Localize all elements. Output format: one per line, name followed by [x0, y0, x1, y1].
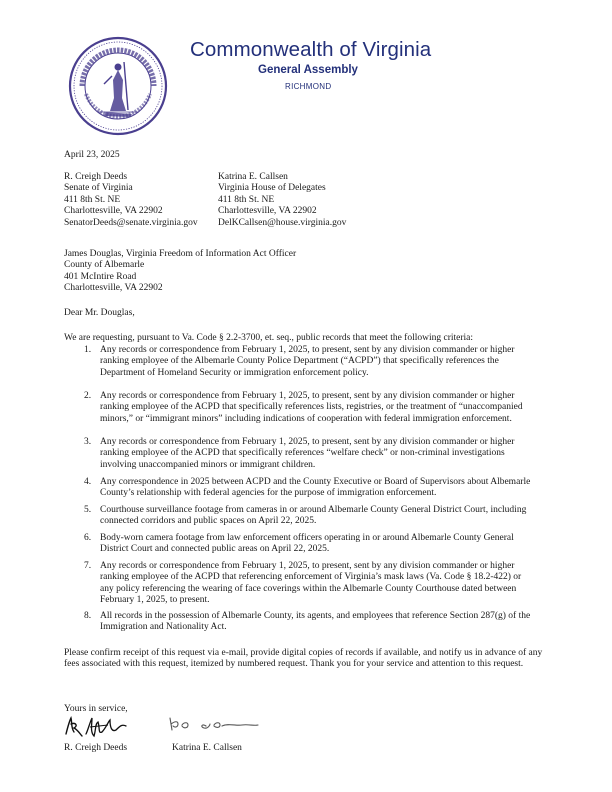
request-number: 3.: [84, 437, 92, 447]
callsen-signature-icon: [166, 714, 262, 734]
salutation: Dear Mr. Douglas,: [64, 308, 135, 318]
sender-name: Katrina E. Callsen: [218, 172, 288, 182]
sender-block-callsen: [218, 172, 346, 229]
request-text: Any records or correspondence from February 1, 2025, to present, sent by any division commander or higher ranking employee of the ACPD that specifically references “welfare check” or non-criminal investigations involving unaccompanied minors or immigrant children.: [100, 437, 515, 470]
sender-city: Charlottesville, VA 22902: [64, 206, 163, 217]
sender-street: 411 8th St. NE: [218, 194, 275, 205]
request-text: Any records or correspondence from February 1, 2025, to present, sent by any division commander or higher ranking employee of the ACPD that specifically references lists, registries, or the treatment of “unaccompanied minors,” or “immigrant minors” including indications of cooperation with federal immigration enforcement.: [100, 391, 523, 424]
signature-name-deeds: R. Creigh Deeds: [64, 743, 128, 753]
request-number: 2.: [84, 391, 92, 401]
request-text: Any correspondence in 2025 between ACPD and the County Executive or Board of Supervisors about Albemarle County’s relationship with federal agencies for the purpose of immigration enforcement.: [100, 477, 531, 499]
virginia-seal-icon: [68, 36, 168, 136]
sender-email[interactable]: SenatorDeeds@senate.virginia.gov: [64, 217, 198, 228]
request-text: Any records or correspondence from February 1, 2025, to present, sent by any division commander or higher ranking employee of the ACPD that referencing enforcement of Virginia’s mask laws (Va. Code § 18.2-422) or any policy referencing the wearing of face coverings within the Albemarle County Courthouse dated between February 1, 2025, to present.: [100, 561, 522, 606]
letterhead-city: RICHMOND: [285, 82, 332, 91]
request-text: Any records or correspondence from February 1, 2025, to present, sent by any division commander or higher ranking employee of the Albemarle County Police Department (“ACPD”) that specifically references the Department of Homeland Security or immigration enforcement policy.: [100, 345, 515, 378]
closing-paragraph: Please confirm receipt of this request via e-mail, provide digital copies of records if available, and notify us in advance of any fees associated with this request, itemized by numbered request. Thank you for your service and attention to this request.: [64, 648, 543, 670]
recipient-line: County of Albemarle: [64, 260, 145, 271]
request-number: 8.: [84, 611, 92, 621]
sender-city: Charlottesville, VA 22902: [218, 206, 317, 217]
sender-email[interactable]: DelKCallsen@house.virginia.gov: [218, 217, 347, 228]
recipient-block: [64, 249, 296, 295]
letterhead-subtitle: General Assembly: [258, 64, 358, 76]
letter-date: April 23, 2025: [64, 150, 120, 160]
letterhead-title: Commonwealth of Virginia: [190, 38, 432, 61]
sender-street: 411 8th St. NE: [64, 194, 121, 205]
request-text: Body-worn camera footage from law enforcement officers operating in or around Albemarle County General District Court and connected public areas on April 22, 2025.: [100, 533, 514, 555]
sender-office: Virginia House of Delegates: [218, 183, 326, 194]
request-text: Courthouse surveillance footage from cameras in or around Albemarle County General District Court, including connected corridors and public spaces on April 22, 2025.: [100, 505, 527, 527]
intro-paragraph: We are requesting, pursuant to Va. Code § 2.2-3700, et. seq., public records that meet the following criteria:: [64, 333, 474, 343]
signoff: Yours in service,: [64, 704, 128, 714]
sender-block-deeds: [64, 172, 198, 229]
recipient-line: James Douglas, Virginia Freedom of Information Act Officer: [64, 249, 297, 259]
recipient-line: Charlottesville, VA 22902: [64, 283, 163, 294]
request-number: 1.: [84, 345, 92, 355]
sender-office: Senate of Virginia: [64, 183, 133, 194]
request-number: 5.: [84, 505, 92, 515]
request-number: 7.: [84, 561, 92, 571]
deeds-signature-icon: [62, 714, 132, 740]
request-text: All records in the possession of Albemarle County, its agents, and employees that reference Section 287(g) of the Immigration and Nationality Act.: [100, 611, 531, 633]
sender-name: R. Creigh Deeds: [64, 172, 128, 182]
request-number: 6.: [84, 533, 92, 543]
signature-name-callsen: Katrina E. Callsen: [172, 743, 242, 753]
recipient-line: 401 McIntire Road: [64, 271, 137, 282]
request-number: 4.: [84, 477, 92, 487]
